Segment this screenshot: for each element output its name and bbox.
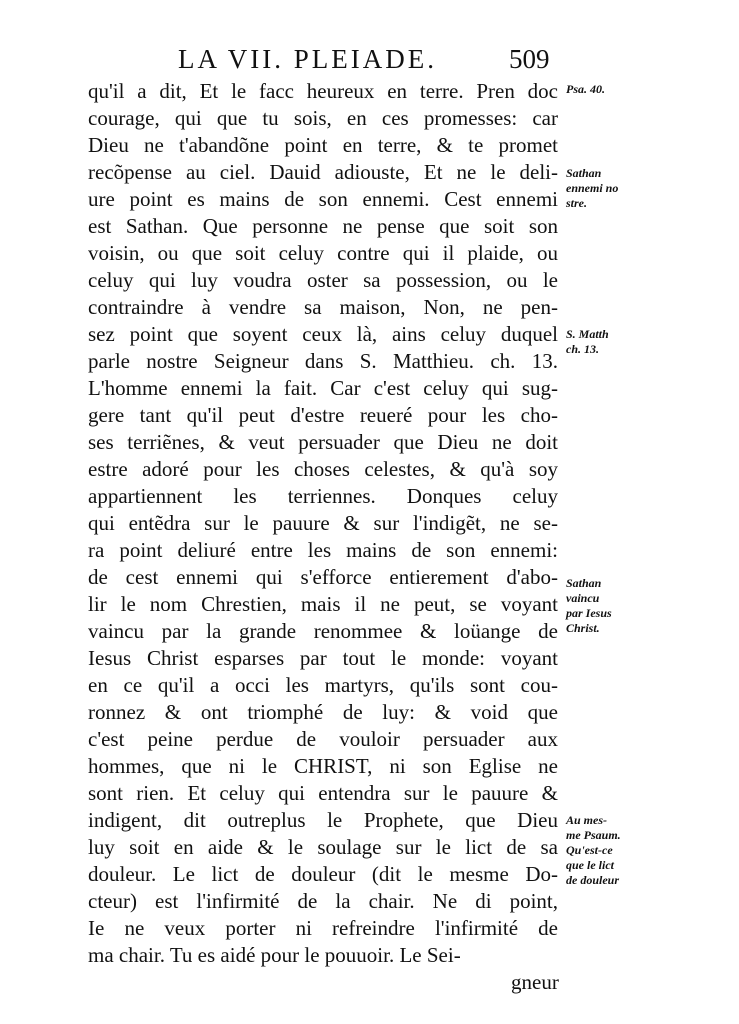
margin-note-line: Qu'est-ce <box>566 843 613 857</box>
text-line: gere tant qu'il peut d'estre reueré pour les cho- <box>88 403 558 427</box>
text-line: contraindre à vendre sa maison, Non, ne pen- <box>88 295 558 319</box>
margin-note-line: stre. <box>566 196 587 210</box>
text-line: celuy qui luy voudra oster sa possession, ou le <box>88 268 558 292</box>
margin-note-line: Sathan <box>566 576 602 590</box>
text-line: hommes, que ni le CHRIST, ni son Eglise ne <box>88 754 558 778</box>
text-line: ses terriẽnes, & veut persuader que Dieu ne doit <box>88 430 558 454</box>
margin-note-line: S. Matth <box>566 327 609 341</box>
text-line: sez point que soyent ceux là, ains celuy duquel <box>88 322 558 346</box>
margin-note-line: ennemi no <box>566 181 619 195</box>
margin-note-line: vaincu <box>566 591 600 605</box>
margin-note-line: me Psaum. <box>566 828 621 842</box>
text-line: courage, qui que tu sois, en ces promesses: car <box>88 106 558 130</box>
margin-note-matthew <box>566 327 609 357</box>
margin-note-sathan-vanquished <box>566 576 612 636</box>
text-line: en ce qu'il a occi les martyrs, qu'ils sont cou- <box>88 673 558 697</box>
text-line: douleur. Le lict de douleur (dit le mesme Do- <box>88 862 558 886</box>
text-line: parle nostre Seigneur dans S. Matthieu. ch. 13. <box>88 349 558 373</box>
text-line: vaincu par la grande renommee & loüange de <box>88 619 558 643</box>
text-line: estre adoré pour les choses celestes, & qu'à soy <box>88 457 558 481</box>
running-title: LA VII. PLEIADE. <box>178 44 437 74</box>
text-line: de cest ennemi qui s'efforce entierement d'abo- <box>88 565 558 589</box>
margin-note-line: Sathan <box>566 166 602 180</box>
text-line: ronnez & ont triomphé de luy: & void que <box>88 700 558 724</box>
text-line: voisin, ou que soit celuy contre qui il plaide, ou <box>88 241 558 265</box>
text-line: L'homme ennemi la fait. Car c'est celuy qui sug- <box>88 376 558 400</box>
page-number: 509 <box>509 44 550 74</box>
margin-note-line: que le lict <box>566 858 614 872</box>
text-line: qu'il a dit, Et le facc heureux en terre. Pren doc <box>88 79 558 103</box>
text-line: appartiennent les terriennes. Donques celuy <box>88 484 558 508</box>
text-line: ma chair. Tu es aidé pour le pouuoir. Le Sei- <box>88 943 461 967</box>
text-line: qui entẽdra sur le pauure & sur l'indigẽt, ne se- <box>88 511 558 535</box>
text-line: indigent, dit outreplus le Prophete, que Dieu <box>88 808 558 832</box>
text-line: ra point deliuré entre les mains de son ennemi: <box>88 538 558 562</box>
text-line: lir le nom Chrestien, mais il ne peut, se voyant <box>88 592 558 616</box>
margin-note-line: Christ. <box>566 621 600 635</box>
text-line: sont rien. Et celuy qui entendra sur le pauure & <box>88 781 558 805</box>
text-line: cteur) est l'infirmité de la chair. Ne di point, <box>88 889 558 913</box>
text-line: recõpense au ciel. Dauid adiouste, Et ne le deli- <box>88 160 558 184</box>
margin-note-bed-of-sorrow <box>566 813 621 888</box>
text-line: est Sathan. Que personne ne pense que soit son <box>88 214 558 238</box>
text-line: Ie ne veux porter ni refreindre l'infirmité de <box>88 916 558 940</box>
text-line: Iesus Christ esparses par tout le monde: voyant <box>88 646 558 670</box>
margin-note-line: par Iesus <box>566 606 612 620</box>
text-line: luy soit en aide & le soulage sur le lict de sa <box>88 835 558 859</box>
margin-note-line: Psa. 40. <box>566 82 605 96</box>
margin-note-sathan-enemy <box>566 166 618 211</box>
catchword: gneur <box>511 970 559 994</box>
margin-note-psalm <box>566 82 605 97</box>
text-line: Dieu ne t'abandõne point en terre, & te promet <box>88 133 558 157</box>
margin-note-line: Au mes- <box>566 813 608 827</box>
text-line: ure point es mains de son ennemi. Cest ennemi <box>88 187 558 211</box>
text-line: c'est peine perdue de vouloir persuader aux <box>88 727 558 751</box>
margin-note-line: de douleur <box>566 873 620 887</box>
margin-note-line: ch. 13. <box>566 342 599 356</box>
